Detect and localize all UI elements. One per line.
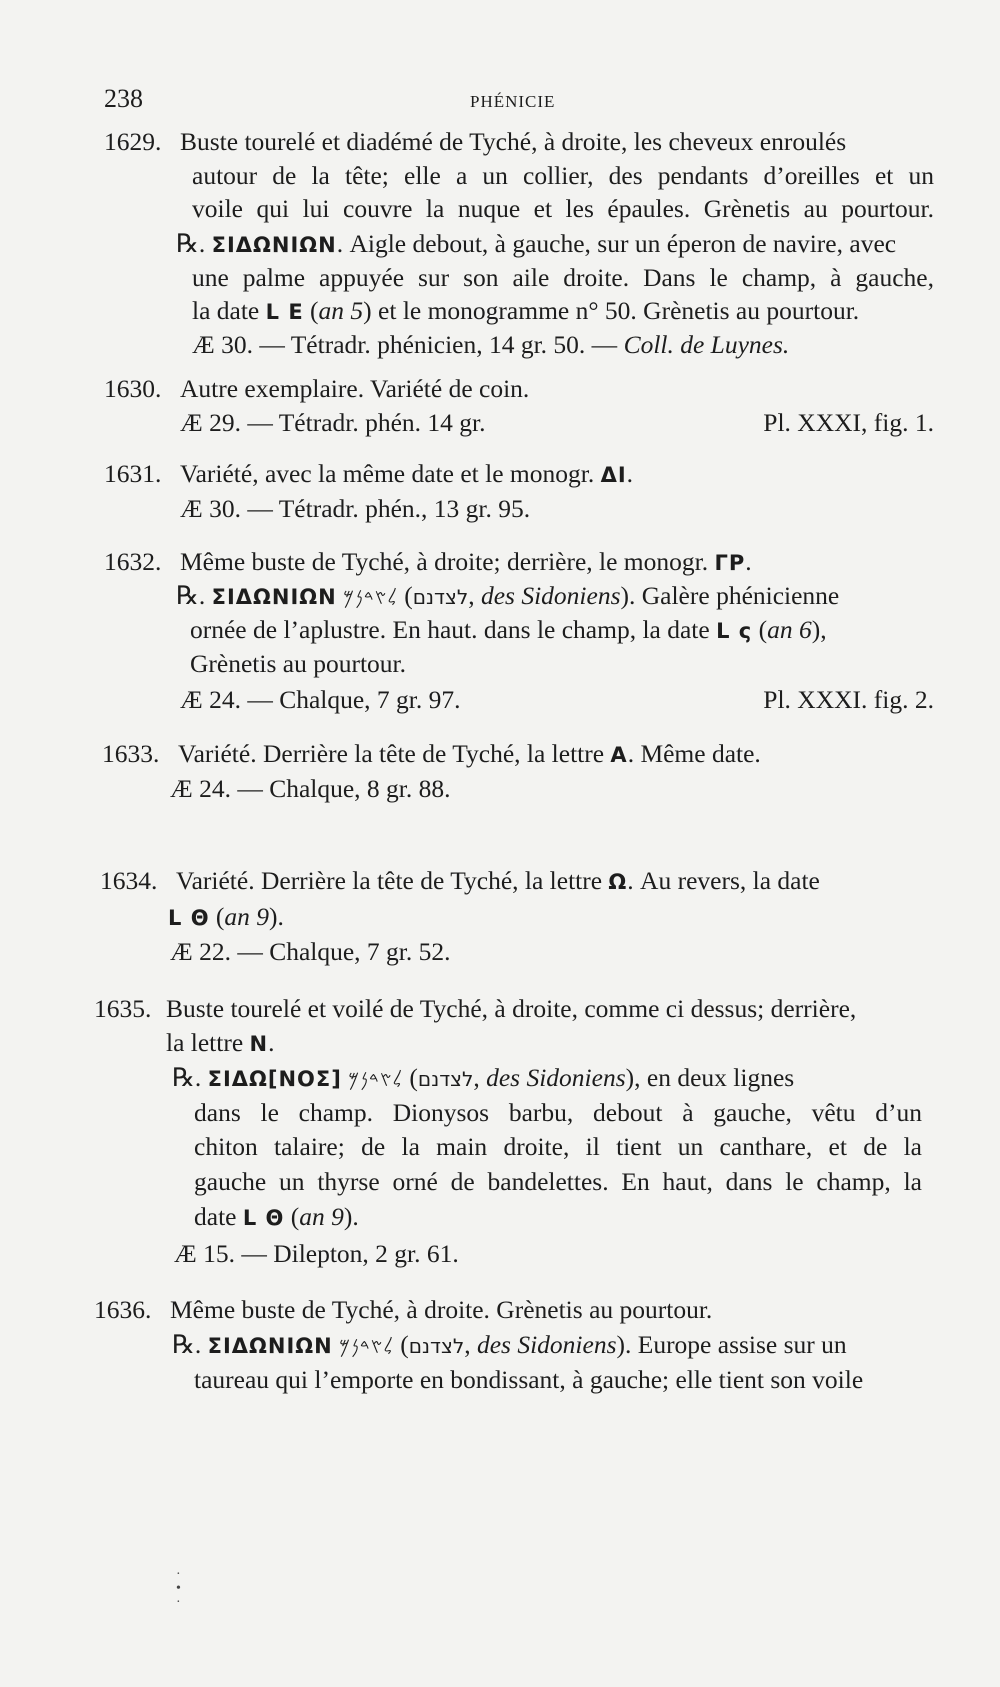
entry-1632-line-1: 1632. Même buste de Tyché, à droite; derrière, le monogr. ΓΡ. — [104, 547, 752, 576]
reverse-symbol: ℞. — [172, 1063, 202, 1092]
entry-1629-line-5: une palme appuyée sur son aile droite. Dans le champ, à gauche, — [192, 263, 934, 292]
hebrew-transcription: לצדנם — [417, 1067, 474, 1091]
entry-1635-line-1: 1635. Buste tourelé et voilé de Tyché, à droite, comme ci dessus; derrière, — [94, 994, 857, 1023]
entry-number: 1631. — [104, 459, 162, 488]
greek-legend: ΣΙΔΩ[ΝΟΣ] — [207, 1067, 342, 1091]
reverse-symbol: ℞. — [176, 229, 206, 258]
letter-mark: Ω — [608, 870, 628, 894]
entry-1635-reverse-line: ℞. ΣΙΔΩ[ΝΟΣ] 𐤋𐤑𐤃𐤍𐤌 (לצדנם, des Sidoniens), en deux lignes — [172, 1063, 795, 1092]
date-letters: L E — [265, 300, 304, 324]
entry-number: 1636. — [94, 1295, 152, 1324]
running-head: PHÉNICIE — [470, 92, 556, 111]
plate-reference: Pl. XXXI, fig. 1. — [763, 408, 934, 437]
page-number: 238 — [104, 84, 143, 113]
entry-number: 1635. — [94, 994, 152, 1023]
date-letters: L Θ — [242, 1206, 285, 1230]
metal-symbol: Æ — [170, 774, 193, 803]
metal-symbol: Æ — [180, 685, 203, 714]
entry-1633-line-1: 1633. Variété. Derrière la tête de Tyché, la lettre A. Même date. — [102, 739, 761, 768]
entry-1633-meta: Æ 24. — Chalque, 8 gr. 88. — [170, 774, 451, 803]
reverse-symbol: ℞. — [172, 1330, 202, 1359]
entry-1634-meta: Æ 22. — Chalque, 7 gr. 52. — [170, 937, 451, 966]
entry-1629-reverse-line: ℞. ΣΙΔΩΝΙΩΝ. Aigle debout, à gauche, sur un éperon de navire, avec — [176, 229, 897, 258]
reverse-symbol: ℞. — [176, 581, 206, 610]
metal-symbol: Æ — [170, 937, 193, 966]
phoenician-legend: 𐤋𐤑𐤃𐤍𐤌 — [343, 585, 398, 609]
hebrew-transcription: לצדנם — [408, 1334, 465, 1358]
metal-symbol: Æ — [180, 494, 203, 523]
metal-symbol: Æ — [192, 330, 215, 359]
entry-1632-meta: Æ 24. — Chalque, 7 gr. 97. Pl. XXXI. fig. 2. — [180, 685, 934, 714]
scan-specks: · • · — [176, 1567, 181, 1610]
entry-1635-line-2: la lettre N. — [166, 1028, 275, 1057]
hebrew-transcription: לצדנם — [412, 585, 469, 609]
phoenician-legend: 𐤋𐤑𐤃𐤍𐤌 — [348, 1067, 404, 1091]
date-letters: L ς — [716, 619, 753, 643]
entry-1635-meta: Æ 15. — Dilepton, 2 gr. 61. — [174, 1239, 459, 1268]
entry-1635-line-7: date L Θ (an 9). — [194, 1202, 359, 1231]
entry-1636-line-3: taureau qui l’emporte en bondissant, à gauche; elle tient son voile — [194, 1365, 864, 1394]
letter-mark: A — [610, 743, 628, 767]
collection: Coll. de Luynes. — [623, 330, 790, 359]
monogram: ΔΙ — [600, 463, 627, 487]
entry-1629-line-6: la date L E (an 5) et le monogramme n° 50. Grènetis au pourtour. — [192, 296, 860, 325]
entry-1636-line-1: 1636. Même buste de Tyché, à droite. Grènetis au pourtour. — [94, 1295, 713, 1324]
entry-1629-meta: Æ 30. — Tétradr. phénicien, 14 gr. 50. — Coll. de Luynes. — [192, 330, 790, 359]
entry-1635-line-4: dans le champ. Dionysos barbu, debout à gauche, vêtu d’un — [194, 1098, 922, 1127]
greek-legend: ΣΙΔΩΝΙΩΝ — [207, 1334, 333, 1358]
entry-1631-meta: Æ 30. — Tétradr. phén., 13 gr. 95. — [180, 494, 531, 523]
greek-legend: ΣΙΔΩΝΙΩΝ — [211, 585, 337, 609]
entry-number: 1632. — [104, 547, 162, 576]
entry-1634-line-2: L Θ (an 9). — [168, 902, 284, 931]
entry-1631-line-1: 1631. Variété, avec la même date et le monogr. ΔΙ. — [104, 459, 634, 488]
entry-1634-line-1: 1634. Variété. Derrière la tête de Tyché, la lettre Ω. Au revers, la date — [100, 866, 820, 895]
entry-1630-meta: Æ 29. — Tétradr. phén. 14 gr. Pl. XXXI, fig. 1. — [180, 408, 934, 437]
entry-1629-line-3: voile qui lui couvre la nuque et les épaules. Grènetis au pourtour. — [192, 194, 934, 223]
entry-number: 1634. — [100, 866, 158, 895]
entry-number: 1630. — [104, 374, 162, 403]
metal-symbol: Æ — [180, 408, 203, 437]
entry-1630-line-1: 1630. Autre exemplaire. Variété de coin. — [104, 374, 530, 403]
metal-symbol: Æ — [174, 1239, 197, 1268]
phoenician-legend: 𐤋𐤑𐤃𐤍𐤌 — [339, 1334, 394, 1358]
entry-number: 1629. — [104, 127, 162, 156]
entry-1632-line-4: Grènetis au pourtour. — [190, 649, 406, 678]
letter-mark: N — [249, 1032, 269, 1056]
entry-1629-line-2: autour de la tête; elle a un collier, des pendants d’oreilles et un — [192, 161, 934, 190]
greek-legend: ΣΙΔΩΝΙΩΝ — [211, 233, 337, 257]
entry-1629-line-1: 1629. Buste tourelé et diadémé de Tyché, à droite, les cheveux enroulés — [104, 127, 847, 156]
monogram: ΓΡ — [714, 551, 746, 575]
entry-1632-line-3: ornée de l’aplustre. En haut. dans le champ, la date L ς (an 6), — [190, 615, 827, 644]
entry-1632-reverse-line: ℞. ΣΙΔΩΝΙΩΝ 𐤋𐤑𐤃𐤍𐤌 (לצדנם, des Sidoniens). Galère phénicienne — [176, 581, 840, 610]
entry-1636-reverse-line: ℞. ΣΙΔΩΝΙΩΝ 𐤋𐤑𐤃𐤍𐤌 (לצדנם, des Sidoniens). Europe assise sur un — [172, 1330, 847, 1359]
entry-1635-line-5: chiton talaire; de la main droite, il tient un canthare, et de la — [194, 1132, 922, 1161]
entry-1635-line-6: gauche un thyrse orné de bandelettes. En haut, dans le champ, la — [194, 1167, 922, 1196]
entry-number: 1633. — [102, 739, 160, 768]
date-letters: L Θ — [168, 906, 210, 930]
plate-reference: Pl. XXXI. fig. 2. — [763, 685, 934, 714]
